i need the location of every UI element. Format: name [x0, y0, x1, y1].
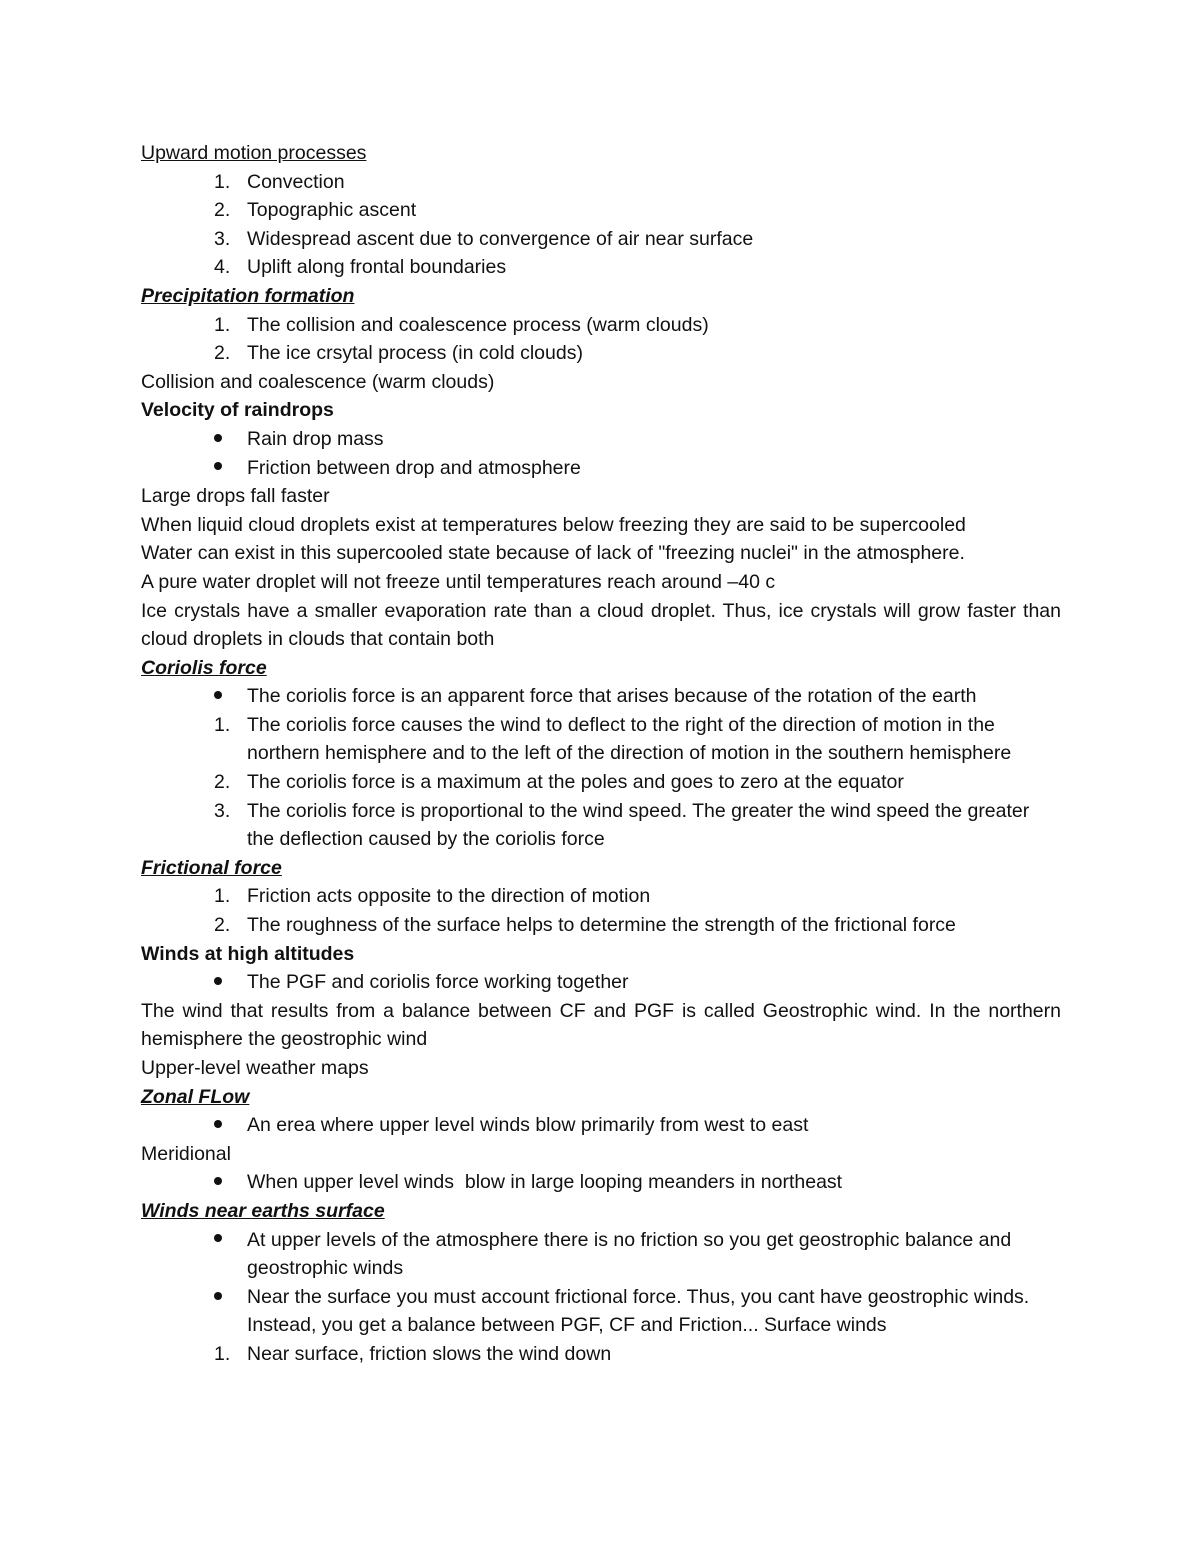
list-item — [141, 797, 1061, 854]
bullet-text: When upper level winds blow in large looping meanders in northeast — [247, 1171, 843, 1194]
list-number: 1. — [214, 170, 231, 193]
list-item — [141, 168, 1061, 197]
paragraph-ice-crystals: Ice crystals have a smaller evaporation rate than a cloud droplet. Thus, ice crystals will grow faster than cloud droplets in clouds that contain both — [141, 599, 1061, 651]
list-number: 1. — [214, 713, 231, 736]
bullet-icon — [214, 434, 222, 442]
list-item — [141, 311, 1061, 340]
high-altitudes-heading: Winds at high altitudes — [141, 942, 355, 965]
list-item-text: The coriolis force is a maximum at the poles and goes to zero at the equator — [247, 771, 904, 794]
bullet-item — [141, 1168, 1061, 1197]
bullet-icon — [214, 462, 222, 470]
bullet-text: The PGF and coriolis force working together — [247, 971, 629, 994]
bullet-item — [141, 454, 1061, 483]
list-item — [141, 196, 1061, 225]
coriolis-heading: Coriolis force — [141, 656, 267, 679]
list-number: 4. — [214, 256, 231, 279]
bullet-item — [141, 1226, 1061, 1283]
frictional-heading: Frictional force — [141, 856, 282, 879]
meridional-heading: Meridional — [141, 1142, 231, 1165]
document-body — [141, 139, 1061, 1369]
list-item-text: Topographic ascent — [247, 199, 417, 222]
list-item — [141, 225, 1061, 254]
list-item-text: Uplift along frontal boundaries — [247, 256, 507, 279]
list-item-text: The collision and coalescence process (warm clouds) — [247, 313, 709, 336]
bullet-item — [141, 425, 1061, 454]
zonal-flow-heading: Zonal FLow — [141, 1085, 250, 1108]
bullet-icon — [214, 977, 222, 985]
list-number: 2. — [214, 199, 231, 222]
list-number: 1. — [214, 1342, 231, 1365]
upper-level-maps-line: Upper-level weather maps — [141, 1057, 369, 1079]
list-item-text: Near surface, friction slows the wind down — [247, 1342, 612, 1365]
bullet-icon — [214, 1120, 222, 1128]
list-item-text: The coriolis force is proportional to the wind speed. The greater the wind speed the greater the deflection caused by the coriolis force — [247, 799, 1030, 851]
bullet-text: Near the surface you must account frictional force. Thus, you cant have geostrophic winds. Instead, you get a balance between PGF, CF and Friction... Surface winds — [247, 1285, 1030, 1337]
bullet-text: The coriolis force is an apparent force that arises because of the rotation of the earth — [247, 685, 977, 708]
list-item — [141, 882, 1061, 911]
bullet-text: Friction between drop and atmosphere — [247, 456, 581, 479]
list-item — [141, 339, 1061, 368]
list-item-text: The roughness of the surface helps to determine the strength of the frictional force — [247, 914, 956, 937]
bullet-item — [141, 968, 1061, 997]
list-item-text: Friction acts opposite to the direction of motion — [247, 885, 651, 908]
bullet-text: At upper levels of the atmosphere there is no friction so you get geostrophic balance and geostrophic winds — [247, 1228, 1012, 1280]
bullet-text: Rain drop mass — [247, 427, 384, 450]
paragraph-pure-water: A pure water droplet will not freeze until temperatures reach around –40 c — [141, 570, 776, 593]
list-item — [141, 1340, 1061, 1369]
near-surface-heading: Winds near earths surface — [141, 1199, 385, 1222]
list-item — [141, 768, 1061, 797]
paragraph-large-drops: Large drops fall faster — [141, 485, 330, 508]
paragraph-supercooled: When liquid cloud droplets exist at temperatures below freezing they are said to be supercooled — [141, 513, 966, 536]
list-item-text: Convection — [247, 170, 345, 193]
upward-motion-heading: Upward motion processes — [141, 142, 367, 164]
list-number: 2. — [214, 342, 231, 365]
bullet-icon — [214, 1292, 222, 1300]
list-item-text: The coriolis force causes the wind to deflect to the right of the direction of motion in the northern hemisphere and to the left of the direction of motion in the southern hemisphere — [247, 713, 1012, 765]
bullet-icon — [214, 1177, 222, 1185]
list-item-text: The ice crsytal process (in cold clouds) — [247, 342, 583, 365]
list-number: 1. — [214, 885, 231, 908]
list-item — [141, 711, 1061, 768]
paragraph-geostrophic: The wind that results from a balance between CF and PGF is called Geostrophic wind. In the northern hemisphere the geostrophic wind — [141, 999, 1061, 1051]
paragraph-water-state: Water can exist in this supercooled state because of lack of "freezing nuclei" in the atmosphere. — [141, 542, 965, 565]
list-item — [141, 253, 1061, 282]
bullet-icon — [214, 691, 222, 699]
bullet-item — [141, 1111, 1061, 1140]
precipitation-formation-heading: Precipitation formation — [141, 284, 355, 307]
bullet-item — [141, 1283, 1061, 1340]
collision-line: Collision and coalescence (warm clouds) — [141, 370, 495, 393]
list-number: 1. — [214, 313, 231, 336]
list-number: 3. — [214, 799, 231, 822]
bullet-item — [141, 682, 1061, 711]
list-number: 3. — [214, 227, 231, 250]
list-item-text: Widespread ascent due to convergence of air near surface — [247, 227, 754, 250]
bullet-text: An erea where upper level winds blow primarily from west to east — [247, 1114, 809, 1137]
list-item — [141, 911, 1061, 940]
list-number: 2. — [214, 914, 231, 937]
velocity-heading: Velocity of raindrops — [141, 399, 334, 422]
list-number: 2. — [214, 771, 231, 794]
bullet-icon — [214, 1234, 222, 1242]
